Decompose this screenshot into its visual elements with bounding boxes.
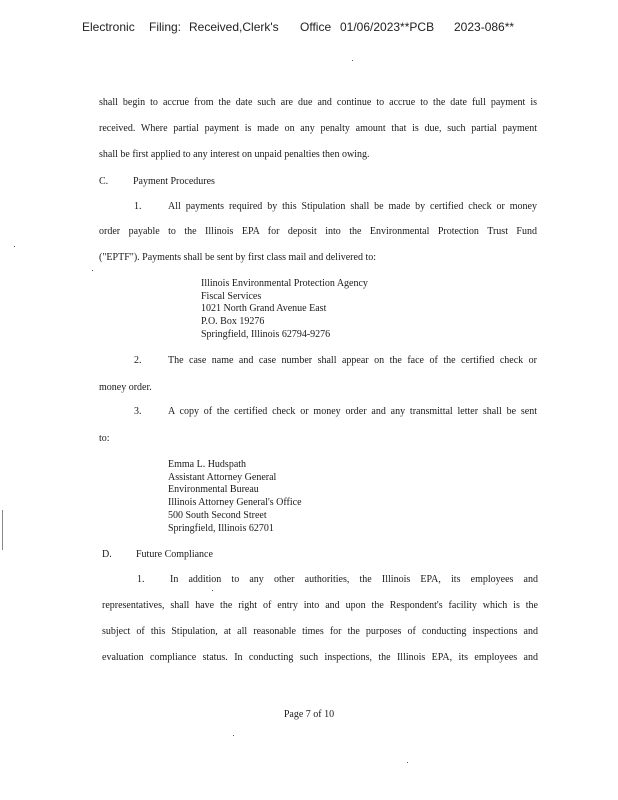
body-line: In addition to any other authorities, the Illinois EPA, its employees and <box>170 574 538 585</box>
address-line: Illinois Environmental Protection Agency <box>201 278 368 289</box>
epa-address-block <box>201 278 368 342</box>
address-line: Fiscal Services <box>201 290 262 302</box>
item-d1-number: 1. <box>137 574 145 585</box>
address-line: Assistant Attorney General <box>168 471 277 483</box>
address-line: 500 South Second Street <box>168 509 267 521</box>
body-line: subject of this Stipulation, at all reasonable times for the purposes of conducting inspections and <box>102 626 538 637</box>
address-line: Illinois Attorney General's Office <box>168 497 302 509</box>
body-line: money order. <box>99 382 152 393</box>
body-line: The case name and case number shall appear on the face of the certified check or <box>168 355 537 366</box>
body-line: A copy of the certified check or money order and any transmittal letter shall be sent <box>168 406 537 417</box>
section-c-letter: C. <box>99 176 109 187</box>
item-1-number: 1. <box>134 201 142 212</box>
header-docket: 2023-086** <box>454 20 515 34</box>
body-line: shall be first applied to any interest on unpaid penalties then owing. <box>99 149 370 160</box>
address-line: Environmental Bureau <box>168 484 259 496</box>
header-office: Office <box>300 20 332 34</box>
scan-speck <box>352 60 353 61</box>
header-electronic: Electronic <box>82 20 135 34</box>
body-line: ("EPTF"). Payments shall be sent by first class mail and delivered to: <box>99 252 377 263</box>
scan-speck <box>92 270 93 271</box>
header-received: Received,Clerk's <box>189 20 279 34</box>
body-line: order payable to the Illinois EPA for deposit into the Environmental Protection Trust Fund <box>99 226 537 237</box>
body-line: received. Where partial payment is made on any penalty amount that is due, such partial payment <box>99 123 537 134</box>
item-2-number: 2. <box>134 355 142 366</box>
address-line: P.O. Box 19276 <box>201 316 265 328</box>
scan-speck <box>233 735 234 736</box>
body-line: representatives, shall have the right of entry into and upon the Respondent's facility which is the <box>102 600 538 611</box>
ag-address-block <box>168 459 302 535</box>
page-number: Page 7 of 10 <box>283 709 335 720</box>
address-line: Emma L. Hudspath <box>168 459 247 470</box>
scan-speck <box>212 590 213 591</box>
header-filing: Filing: <box>149 20 182 34</box>
address-line: Springfield, Illinois 62794-9276 <box>201 328 331 340</box>
address-line: 1021 North Grand Avenue East <box>201 303 327 315</box>
item-3-number: 3. <box>134 406 142 417</box>
body-line: All payments required by this Stipulation shall be made by certified check or money <box>168 201 537 212</box>
body-line: shall begin to accrue from the date such are due and continue to accrue to the date full payment is <box>99 97 537 108</box>
scan-speck <box>407 762 408 763</box>
scan-speck <box>14 246 15 247</box>
scan-edge-mark <box>2 510 3 550</box>
section-d-title: Future Compliance <box>136 549 213 560</box>
header-date: 01/06/2023**PCB <box>340 20 435 34</box>
body-line: to: <box>99 433 110 444</box>
body-line: evaluation compliance status. In conducting such inspections, the Illinois EPA, its employees and <box>102 652 538 663</box>
address-line: Springfield, Illinois 62701 <box>168 522 274 534</box>
section-d-letter: D. <box>102 549 112 560</box>
section-c-title: Payment Procedures <box>133 176 215 187</box>
